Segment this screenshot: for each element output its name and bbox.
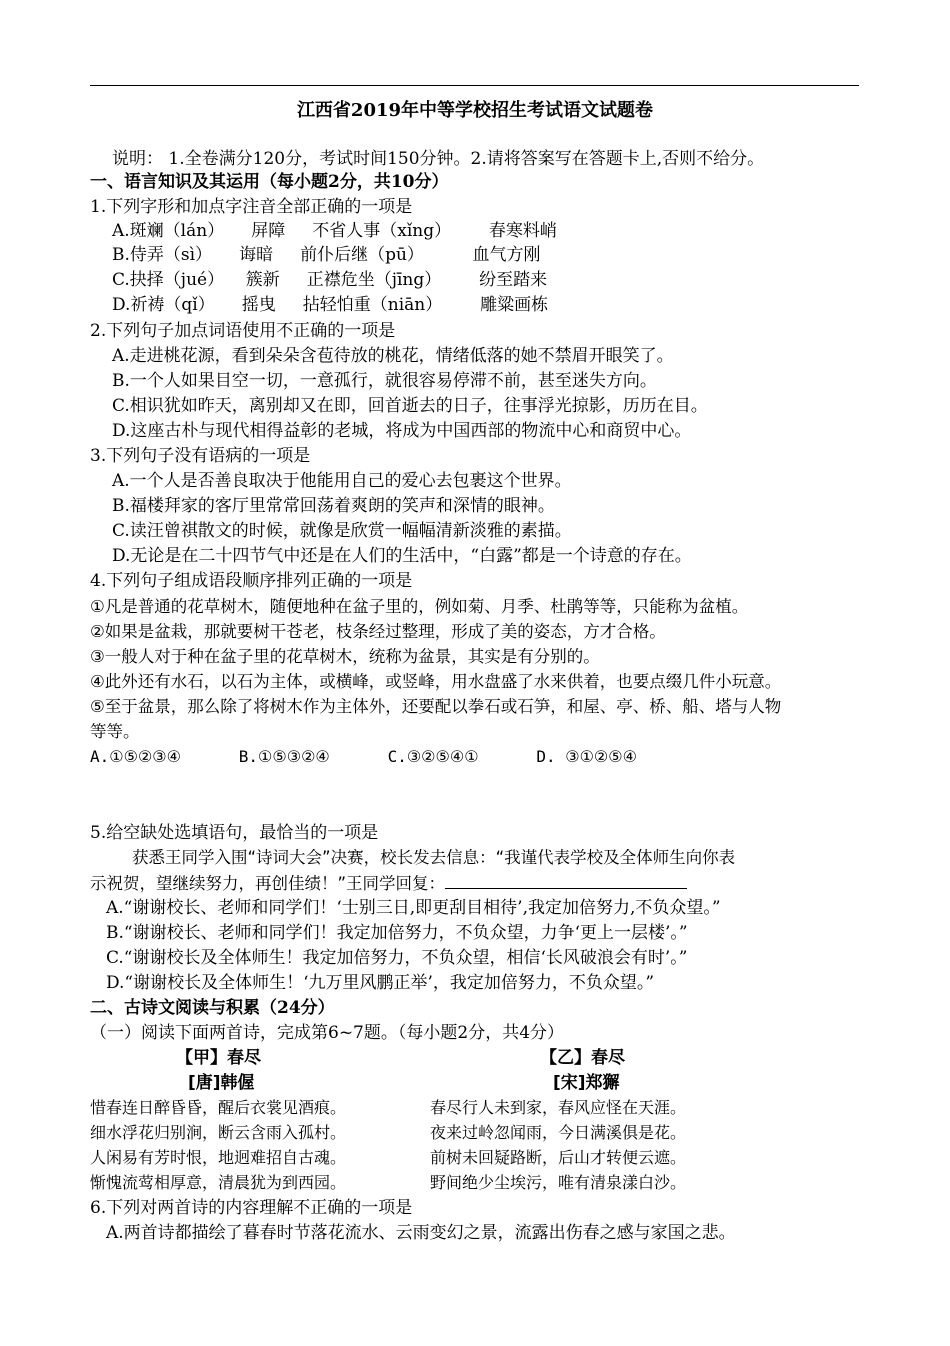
q1-option-d: D.祈祷（qǐ） 摇曳 拈轻怕重（niān） 雕粱画栋 <box>112 295 549 315</box>
q5-stem: 5.给空缺处选填语句，最恰当的一项是 <box>90 823 379 843</box>
q6-option-a: A.两首诗都描绘了暮春时节落花流水、云雨变幻之景，流露出伤春之感与家国之悲。 <box>106 1223 736 1243</box>
q1-option-c: C.抉择（jué） 簇新 正襟危坐（jīng） 纷至踏来 <box>112 270 548 290</box>
q3-option-a: A.一个人是否善良取决于他能用自己的爱心去包裹这个世界。 <box>112 471 572 491</box>
q3-option-b: B.福楼拜家的客厅里常常回荡着爽朗的笑声和深情的眼神。 <box>112 496 555 516</box>
q5-option-a: A.“谢谢校长、老师和同学们！‘士别三日,即更刮目相待’,我定加倍努力,不负众望。” <box>106 898 721 918</box>
q2-option-d: D.这座古朴与现代相得益彰的老城，将成为中国西部的物流中心和商贸中心。 <box>112 421 692 441</box>
poem-a-line-3: 人闲易有芳时恨，地迥难招自古魂。 <box>90 1148 347 1167</box>
q5-passage-2-text: 示祝贺，望继续努力，再创佳绩！”王同学回复： <box>90 874 446 893</box>
poem-b-title: 【乙】春尽 <box>540 1048 625 1068</box>
q5-passage-2 <box>90 872 687 895</box>
q4-sentence-3: ③一般人对于种在盆子里的花草树木，统称为盆景，其实是有分别的。 <box>90 647 600 666</box>
q4-stem: 4.下列句子组成语段顺序排列正确的一项是 <box>90 571 413 591</box>
poem-a-title: 【甲】春尽 <box>176 1048 261 1068</box>
q5-option-d: D.“谢谢校长及全体师生！‘九万里风鹏正举’，我定加倍努力，不负众望。” <box>106 973 655 993</box>
q2-option-b: B.一个人如果目空一切，一意孤行，就很容易停滞不前，甚至迷失方向。 <box>112 371 657 391</box>
q5-passage-1: 获悉王同学入围“诗词大会”决赛，校长发去信息：“我谨代表学校及全体师生向你表 <box>132 848 736 867</box>
top-rule <box>90 85 859 86</box>
section-2-sub: （一）阅读下面两首诗，完成第6~7题。（每小题2分，共4分） <box>90 1023 565 1043</box>
q5-option-c: C.“谢谢校长及全体师生！我定加倍努力，不负众望，相信‘长风破浪会有时’。” <box>106 948 688 968</box>
exam-note: 说明： 1.全卷满分120分，考试时间150分钟。2.请将答案写在答题卡上,否则不给分。 <box>112 149 765 169</box>
q4-sentence-2: ②如果是盆栽，那就要树干苍老，枝条经过整理，形成了美的姿态，方才合格。 <box>90 622 666 641</box>
poem-a-line-2: 细水浮花归别涧，断云含雨入孤村。 <box>90 1123 347 1142</box>
q1-option-b: B.侍弄（sì） 诲暗 前仆后继（pū） 血气方刚 <box>112 245 541 265</box>
q4-sentence-4: ④此外还有水石，以石为主体，或横峰，或竖峰，用水盘盛了水来供着，也要点缀几件小玩意。 <box>90 672 782 691</box>
poem-a-line-4: 惭愧流莺相厚意，清晨犹为到西园。 <box>90 1173 347 1192</box>
q1-option-a: A.斑斓（lán） 屏障 不省人事（xǐng） 春寒料峭 <box>112 221 557 241</box>
poem-b-line-2: 夜来过岭忽闻雨，今日满溪俱是花。 <box>430 1123 687 1142</box>
q4-options: A.①⑤②③④ B.①⑤③②④ C.③②⑤④① D. ③①②⑤④ <box>90 747 637 766</box>
q1-stem: 1.下列字形和加点字注音全部正确的一项是 <box>90 197 413 217</box>
poem-a-line-1: 惜春连日醉昏昏，醒后衣裳见酒痕。 <box>90 1098 347 1117</box>
q4-sentence-1: ①凡是普通的花草树木，随便地种在盆子里的，例如菊、月季、杜鹃等等，只能称为盆植。 <box>90 597 749 616</box>
q3-stem: 3.下列句子没有语病的一项是 <box>90 446 311 466</box>
answer-blank <box>445 872 687 889</box>
poem-b-author: [宋]郑獬 <box>553 1073 620 1093</box>
q2-option-c: C.相识犹如昨天，离别却又在即，回首逝去的日子，往事浮光掠影，历历在目。 <box>112 396 708 416</box>
q3-option-d: D.无论是在二十四节气中还是在人们的生活中，“白露”都是一个诗意的存在。 <box>112 546 692 566</box>
section-2-heading: 二、古诗文阅读与积累（24分） <box>90 998 335 1018</box>
poem-b-line-3: 前树未回疑路断，后山才转便云遮。 <box>430 1148 687 1167</box>
q2-option-a: A.走进桃花源，看到朵朵含苞待放的桃花，情绪低落的她不禁眉开眼笑了。 <box>112 346 674 366</box>
q4-sentence-5-cont: 等等。 <box>90 722 140 741</box>
q5-option-b: B.“谢谢校长、老师和同学们！我定加倍努力，不负众望，力争‘更上一层楼’。” <box>106 923 688 943</box>
poem-a-author: [唐]韩偓 <box>188 1073 255 1093</box>
section-1-heading: 一、语言知识及其运用（每小题2分，共10分） <box>90 172 449 192</box>
q3-option-c: C.读汪曾祺散文的时候，就像是欣赏一幅幅清新淡雅的素描。 <box>112 521 572 541</box>
page-title: 江西省2019年中等学校招生考试语文试题卷 <box>296 100 654 121</box>
q4-sentence-5: ⑤至于盆景，那么除了将树木作为主体外，还要配以拳石或石笋，和屋、亭、桥、船、塔与人物 <box>90 697 782 716</box>
poem-b-line-4: 野间绝少尘埃污，唯有清泉漾白沙。 <box>430 1173 687 1192</box>
q2-stem: 2.下列句子加点词语使用不正确的一项是 <box>90 321 396 341</box>
poem-b-line-1: 春尽行人未到家，春风应怪在天涯。 <box>430 1098 687 1117</box>
q6-stem: 6.下列对两首诗的内容理解不正确的一项是 <box>90 1198 413 1218</box>
